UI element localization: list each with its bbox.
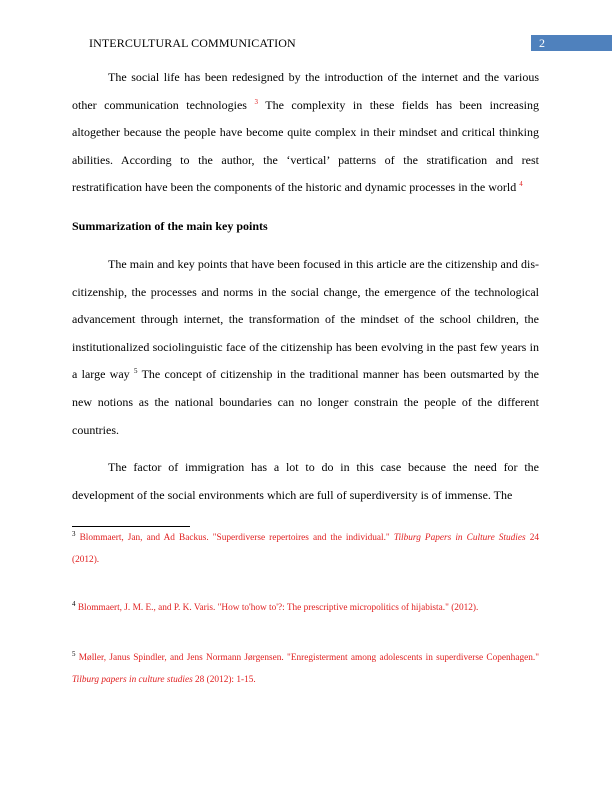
footnote-text: Blommaert, Jan, and Ad Backus. "Superdiverse repertoires and the individual."	[75, 533, 394, 543]
footnote-journal: Tilburg papers in culture studies	[72, 675, 193, 685]
footnote-number: 5	[72, 649, 76, 658]
body-paragraph-2	[72, 251, 539, 444]
section-heading: Summarization of the main key points	[72, 219, 268, 233]
footnote-5	[72, 647, 539, 691]
running-header-title: INTERCULTURAL COMMUNICATION	[89, 36, 296, 50]
footnote-reference-5[interactable]: 5	[133, 367, 138, 376]
footnote-journal: Tilburg Papers in Culture Studies	[393, 533, 526, 543]
footnote-number: 4	[72, 599, 76, 608]
body-paragraph-1	[72, 64, 539, 202]
footnote-reference-3[interactable]: 3	[254, 97, 258, 106]
footnote-text: Blommaert, J. M. E., and P. K. Varis. "How to'how to'?: The prescriptive micropolitics of hijabista." (2012).	[75, 603, 479, 613]
body-paragraph-3: The factor of immigration has a lot to do in this case because the need for the development of the social environments which are full of superdiversity is of immense. The	[72, 460, 539, 502]
footnote-4	[72, 597, 539, 619]
paragraph-text: The complexity in these fields has been increasing altogether because the people have become quite complex in their mindset and critical thinking abilities. According to the author, the ‘vertical’ patterns of the stratification and rest restratification have been the components of the historic and dynamic processes in the world	[72, 97, 539, 195]
paragraph-text: The concept of citizenship in the traditional manner has been outsmarted by the new notions as the national boundaries can no longer constrain the people of the different countries.	[72, 367, 539, 437]
footnote-tail: 28 (2012): 1-15.	[192, 675, 256, 685]
footnote-text: Møller, Janus Spindler, and Jens Normann Jørgensen. "Enregisterment among adolescents in superdiverse Copenhagen."	[75, 653, 539, 663]
page-number-badge	[531, 35, 612, 51]
footnote-3	[72, 527, 539, 571]
paragraph-text: The social life has been redesigned by the introduction of the internet and the various other communication technologies	[72, 70, 539, 112]
footnote-number: 3	[72, 529, 76, 538]
footnote-reference-4[interactable]: 4	[519, 180, 523, 189]
footnote-tail: 24 (2012).	[72, 533, 540, 565]
paragraph-text: The main and key points that have been focused in this article are the citizenship and dis-citizenship, the processes and norms in the social change, the emergence of the technological advancement through internet, the transformation of the mindset of the school children, the institutionalized sociolinguistic face of the citizenship has been evolving in the past few years in a large way	[72, 257, 539, 382]
page-number: 2	[539, 36, 545, 50]
